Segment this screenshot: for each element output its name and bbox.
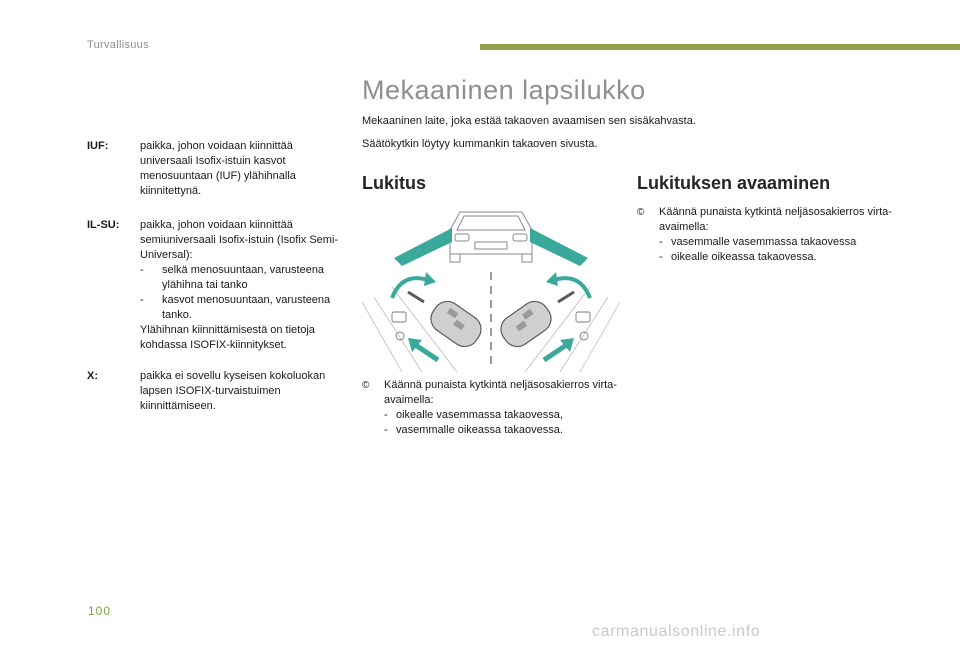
child-lock-illustration (362, 202, 620, 372)
list-item: - oikealle oikeassa takaovessa. (659, 251, 817, 263)
list-item: - vasemmalle vasemmassa takaovessa (659, 236, 857, 248)
definition-term: IUF: (87, 140, 109, 152)
definition-description: paikka, johon voidaan kiinnittää universaali Isofix-istuin kasvot menosuuntaan (IUF) ylähihnalla kiinnitettynä. (140, 140, 296, 197)
lock-step: © Käännä punaista kytkintä neljäsosakierros virta-avaimella: - oikealle vasemmassa takaovessa, - vasemmalle oikeassa takaovessa. (362, 378, 612, 442)
unlock-step: © Käännä punaista kytkintä neljäsosakierros virta-avaimella: - vasemmalle vasemmassa takaovessa - oikealle oikeassa takaovessa. (637, 205, 887, 269)
header-accent-bar (480, 44, 960, 50)
rotate-arrow-right-bottom (544, 344, 568, 360)
list-item: - selkä menosuuntaan, varusteena ylähihna tai tanko (140, 264, 325, 291)
definition-term: IL-SU: (87, 219, 120, 231)
definition-term: X: (87, 370, 98, 382)
watermark: carmanualsonline.info (592, 623, 761, 640)
page-title: Mekaaninen lapsilukko (362, 75, 646, 105)
bullet-icon: © (362, 380, 370, 391)
definition-description: paikka ei sovellu kyseisen kokoluokan lapsen ISOFIX-turvaistuimen kiinnittämiseen. (140, 370, 326, 412)
bullet-icon: © (637, 207, 645, 218)
key-fob-left (408, 292, 486, 352)
list-item: - vasemmalle oikeassa takaovessa. (384, 424, 563, 436)
key-fob-right (496, 292, 574, 352)
definition-description: paikka, johon voidaan kiinnittää semiuniversaali Isofix-istuin (Isofix Semi-Universal): - selkä menosuuntaan, varusteena ylähihna tai tanko - kasvot menosuuntaan, varusteena tanko. Ylähihnan kiinnittämisestä on tietoja kohdassa ISOFIX-kiinnitykset. (140, 219, 339, 351)
page-number: 100 (88, 604, 112, 618)
arrow-beam-left (394, 228, 452, 266)
intro-text-location: Säätökytkin löytyy kummankin takaoven sivusta. (362, 138, 598, 150)
section-title-lock: Lukitus (362, 173, 427, 193)
intro-text: Mekaaninen laite, joka estää takaoven avaamisen sen sisäkahvasta. (362, 115, 696, 127)
list-item: - kasvot menosuuntaan, varusteena tanko. (140, 294, 331, 321)
definition-iuf (87, 139, 347, 209)
car-icon (450, 212, 532, 262)
rotate-arrow-left-bottom (414, 344, 438, 360)
arrow-beam-right (530, 228, 588, 266)
definition-x (87, 369, 347, 419)
header-title: Turvallisuus (87, 39, 149, 51)
definition-il-su (87, 218, 347, 358)
section-title-unlock: Lukituksen avaaminen (637, 173, 831, 193)
list-item: - oikealle vasemmassa takaovessa, (384, 409, 563, 421)
